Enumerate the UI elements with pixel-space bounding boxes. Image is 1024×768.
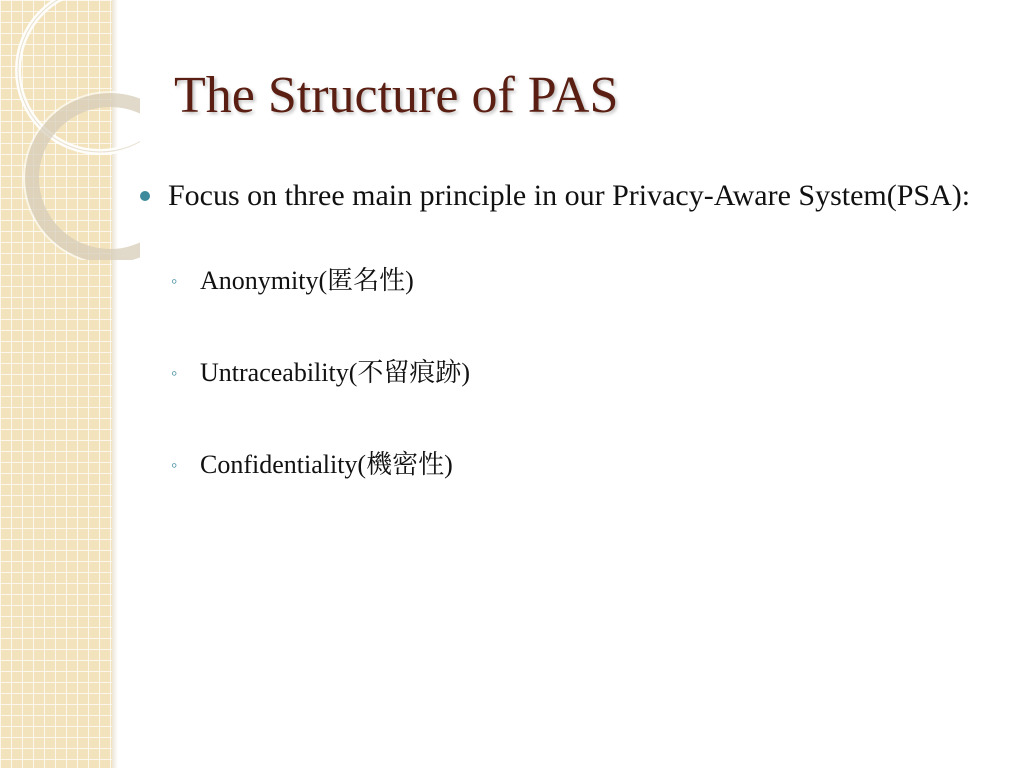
slide-title: The Structure of PAS	[174, 67, 619, 124]
slide-content	[138, 174, 978, 540]
sub-bullet-untraceability	[138, 356, 978, 390]
sub-bullet-anonymity	[138, 264, 978, 298]
hollow-circle-bullet-icon: ◦	[171, 455, 178, 475]
sub-bullet-label: Untraceability(不留痕跡)	[200, 358, 471, 387]
sub-bullet-label: Anonymity(匿名性)	[200, 266, 414, 295]
main-bullet-text: Focus on three main principle in our Privacy-Aware System(PSA):	[168, 179, 971, 212]
sub-bullet-list	[138, 264, 978, 482]
sub-bullet-label: Confidentiality(機密性)	[200, 450, 453, 479]
side-panel-shadow	[112, 0, 118, 768]
hollow-circle-bullet-icon: ◦	[171, 271, 178, 291]
bullet-dot-icon	[140, 191, 150, 201]
sub-bullet-confidentiality	[138, 448, 978, 482]
side-pattern-panel	[0, 0, 112, 768]
main-bullet	[138, 174, 978, 218]
hollow-circle-bullet-icon: ◦	[171, 363, 178, 383]
